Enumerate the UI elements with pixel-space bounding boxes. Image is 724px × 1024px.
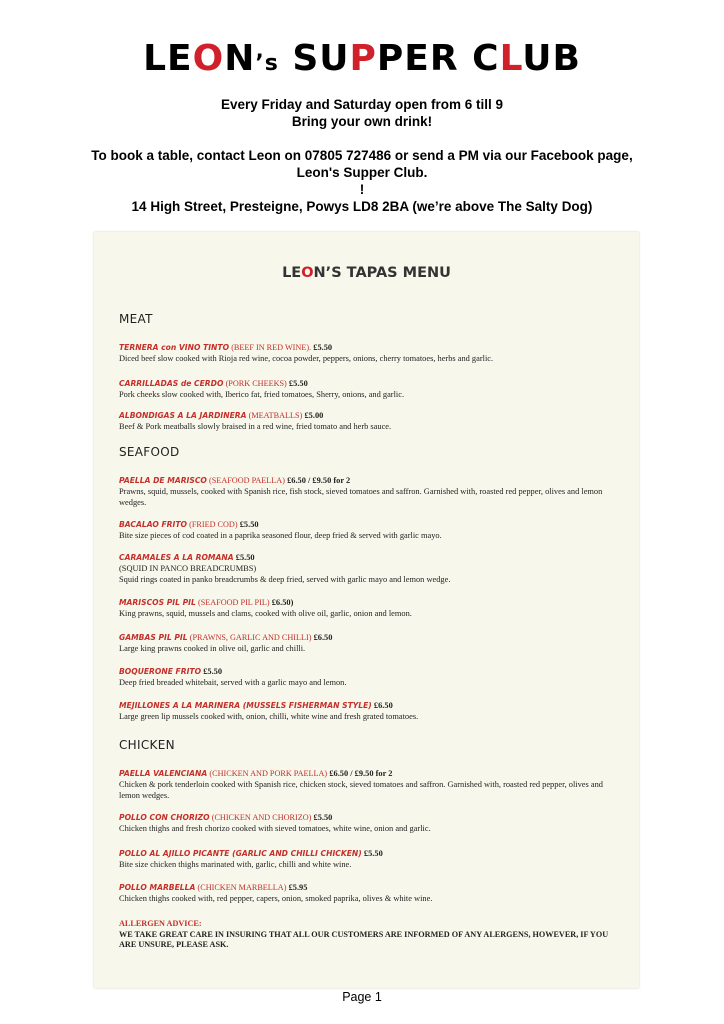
section-meat: MEAT — [119, 312, 153, 326]
menu-item: CARAMALES A LA ROMANA £5.50 (SQUID IN PANCO BREADCRUMBS) Squid rings coated in panko breadcrumbs & deep fried, served with garlic mayo and lemon wedge. — [119, 553, 451, 584]
menu-item: GAMBAS PIL PIL (PRAWNS, GARLIC AND CHILLI) £6.50 Large king prawns cooked in olive oil, garlic and chilli. — [119, 633, 333, 653]
menu-item: PAELLA DE MARISCO (SEAFOOD PAELLA) £6.50 / £9.50 for 2 Prawns, squid, mussels, cooked with Spanish rice, fish stock, sieved tomatoes and saffron. Garnished with, roasted red pepper, olives and lemon wedges. — [119, 476, 603, 507]
menu-item: POLLO AL AJILLO PICANTE (GARLIC AND CHILLI CHICKEN) £5.50 Bite size chicken thighs marinated with, garlic, chilli and white wine. — [119, 849, 383, 869]
menu-item: CARRILLADAS de CERDO (PORK CHEEKS) £5.50 Pork cheeks slow cooked with, Iberico fat, fried tomatoes, Sherry, onions, and garlic. — [119, 379, 405, 399]
logo-text: L — [499, 38, 523, 79]
page-number: Page 1 — [342, 990, 382, 1004]
logo-text: P — [349, 38, 377, 79]
menu-item: BOQUERONE FRITO £5.50 Deep fried breaded whitebait, served with a garlic mayo and lemon. — [119, 667, 347, 687]
stray-exclamation: ! — [359, 182, 365, 197]
tapas-menu-scan — [94, 232, 639, 988]
booking-info: To book a table, contact Leon on 07805 727486 or send a PM via our Facebook page, — [91, 148, 633, 163]
menu-item: ALBONDIGAS A LA JARDINERA (MEATBALLS) £5.00 Beef & Pork meatballs slowly braised in a red wine, fried tomato and herb sauce. — [119, 411, 392, 431]
menu-item: MARISCOS PIL PIL (SEAFOOD PIL PIL) £6.50) King prawns, squid, mussels and clams, cooked with olive oil, garlic, onion and lemon. — [119, 598, 412, 618]
opening-hours: Every Friday and Saturday open from 6 till 9 — [220, 97, 504, 112]
logo-text: LE — [143, 38, 193, 79]
section-chicken: CHICKEN — [119, 738, 175, 752]
booking-club-name: Leon's Supper Club. — [296, 165, 428, 180]
menu-item: BACALAO FRITO (FRIED COD) £5.50 Bite size pieces of cod coated in a paprika seasoned flour, deep fried & served with garlic mayo. — [119, 520, 442, 540]
menu-item: PAELLA VALENCIANA (CHICKEN AND PORK PAELLA) £6.50 / £9.50 for 2 Chicken & pork tenderloin cooked with Spanish rice, chicken stock, sieved tomatoes and saffron. Garnished with, roasted red pepper, olives and lemon wedges. — [119, 769, 603, 800]
allergen-advice: ALLERGEN ADVICE: WE TAKE GREAT CARE IN INSURING THAT ALL OUR CUSTOMERS ARE INFORMED OF ANY ALERGENS, HOWEVER, IF YOU ARE UNSURE, PLEASE ASK. — [119, 919, 609, 949]
menu-item: POLLO MARBELLA (CHICKEN MARBELLA) £5.95 Chicken thighs cooked with, red pepper, capers, onion, smoked paprika, olives & white wine. — [119, 883, 433, 903]
logo-text: PER C — [376, 38, 500, 79]
menu-title: LEON’S TAPAS MENU — [282, 265, 451, 281]
menu-item: POLLO CON CHORIZO (CHICKEN AND CHORIZO) £5.50 Chicken thighs and fresh chorizo cooked with sieved tomatoes, white wine, onion and garlic. — [119, 813, 431, 833]
section-seafood: SEAFOOD — [119, 445, 180, 459]
supper-club-logo — [0, 38, 724, 79]
address: 14 High Street, Presteigne, Powys LD8 2BA (we’re above The Salty Dog) — [131, 199, 593, 214]
logo-text: SU — [278, 38, 350, 79]
logo-text: ’s — [255, 51, 279, 76]
menu-item: MEJILLONES A LA MARINERA (MUSSELS FISHERMAN STYLE) £6.50 Large green lip mussels cooked with, onion, chilli, white wine and fresh grated tomatoes. — [119, 701, 419, 721]
logo-text: UB — [522, 38, 581, 79]
byo-note: Bring your own drink! — [291, 114, 433, 129]
logo-text: N — [224, 38, 256, 79]
logo-text: O — [192, 38, 225, 79]
menu-item: TERNERA con VINO TINTO (BEEF IN RED WINE). £5.50 Diced beef slow cooked with Rioja red wine, cocoa powder, peppers, onions, cherry tomatoes, herbs and garlic. — [119, 343, 494, 363]
